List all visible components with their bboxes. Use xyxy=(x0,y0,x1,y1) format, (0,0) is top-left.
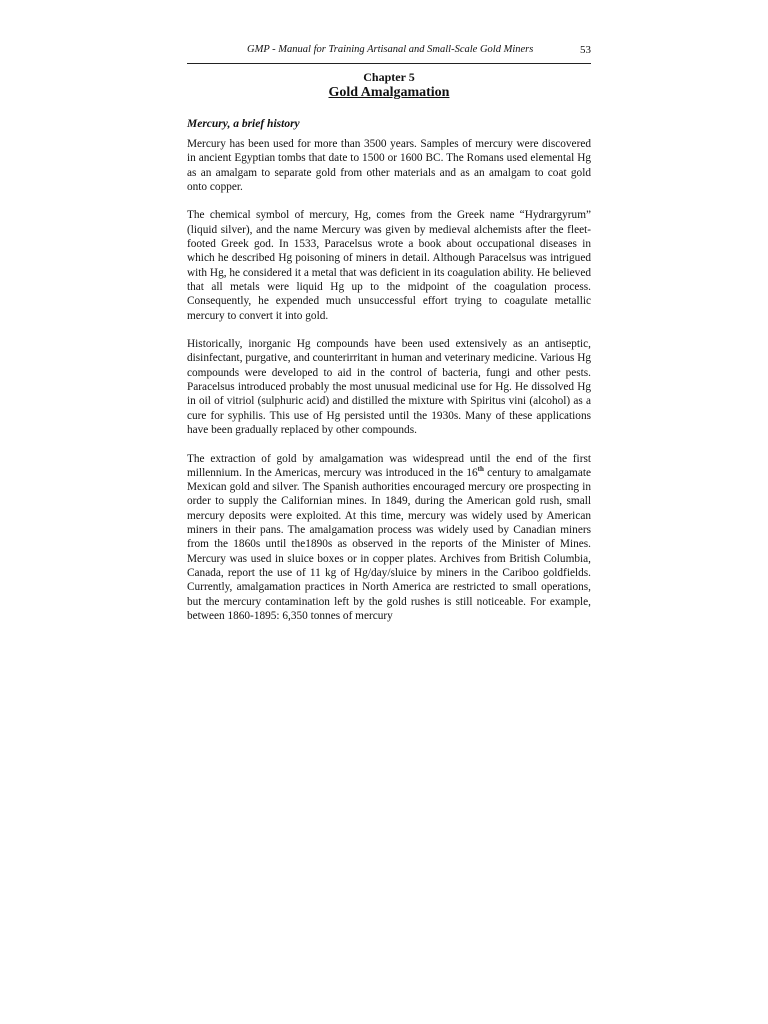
page-number: 53 xyxy=(580,44,591,56)
running-title: GMP - Manual for Training Artisanal and Small-Scale Gold Miners xyxy=(247,44,534,55)
chapter-label: Chapter 5 xyxy=(363,70,415,84)
paragraph-1: Mercury has been used for more than 3500 years. Samples of mercury were discovered in ancient Egyptian tombs that date to 1500 or 1600 BC. The Romans used elemental Hg as an amalgam to separate gold from other materials and as an amalgam to coat gold onto copper. xyxy=(187,138,591,193)
section-heading: Mercury, a brief history xyxy=(187,118,300,130)
paragraph-4 xyxy=(187,452,591,624)
ordinal-superscript: th xyxy=(477,465,484,474)
paragraph-3: Historically, inorganic Hg compounds have been used extensively as an antiseptic, disinfectant, purgative, and counterirritant in human and veterinary medicine. Various Hg compounds were developed to aid in the control of bacteria, fungi and other pests. Paracelsus introduced probably the most unusual medicinal use for Hg. He dissolved Hg in oil of vitriol (sulphuric acid) and distilled the mixture with Spiritus vini (alcohol) as a cure for syphilis. This use of Hg persisted until the 1930s. Many of these applications have been gradually replaced by other compounds. xyxy=(187,338,591,436)
header-divider xyxy=(187,63,591,64)
body-text xyxy=(187,137,591,637)
paragraph-2: The chemical symbol of mercury, Hg, comes from the Greek name “Hydrargyrum” (liquid silver), and the name Mercury was given by medieval alchemists after the fleet-footed Greek god. In 1533, Paracelsus wrote a book about occupational diseases in which he described Hg poisoning of miners in detail. Although Paracelsus was intrigued with Hg, he considered it a metal that was deficient in its coagulation ability. He believed that all metals were liquid Hg up to the midpoint of the coagulation process. Consequently, he expended much unsuccessful effort trying to coagulate metallic mercury to convert it into gold. xyxy=(187,209,591,322)
paragraph-4-part-1: The extraction of gold by amalgamation was widespread until the end of the first millennium. In the Americas, mercury was introduced in the 16 xyxy=(187,452,591,479)
chapter-title: Gold Amalgamation xyxy=(328,85,450,100)
paragraph-4-part-2: century to amalgamate Mexican gold and silver. The Spanish authorities encouraged mercury ore prospecting in order to supply the Californian mines. In 1849, during the American gold rush, small mercury deposits were exploited. At this time, mercury was widely used by American miners in their pans. The amalgamation process was widely used by Canadian miners from the 1860s until the1890s as observed in the reports of the Minister of Mines. Mercury was used in sluice boxes or in copper plates. Archives from British Columbia, Canada, report the use of 11 kg of Hg/day/sluice by miners in the Cariboo goldfields. Currently, amalgamation practices in North America are restricted to small operations, but the mercury contamination left by the gold rushes is still noticeable. For example, between 1860-1895: 6,350 tonnes of mercury xyxy=(187,466,591,622)
running-header xyxy=(187,44,591,60)
